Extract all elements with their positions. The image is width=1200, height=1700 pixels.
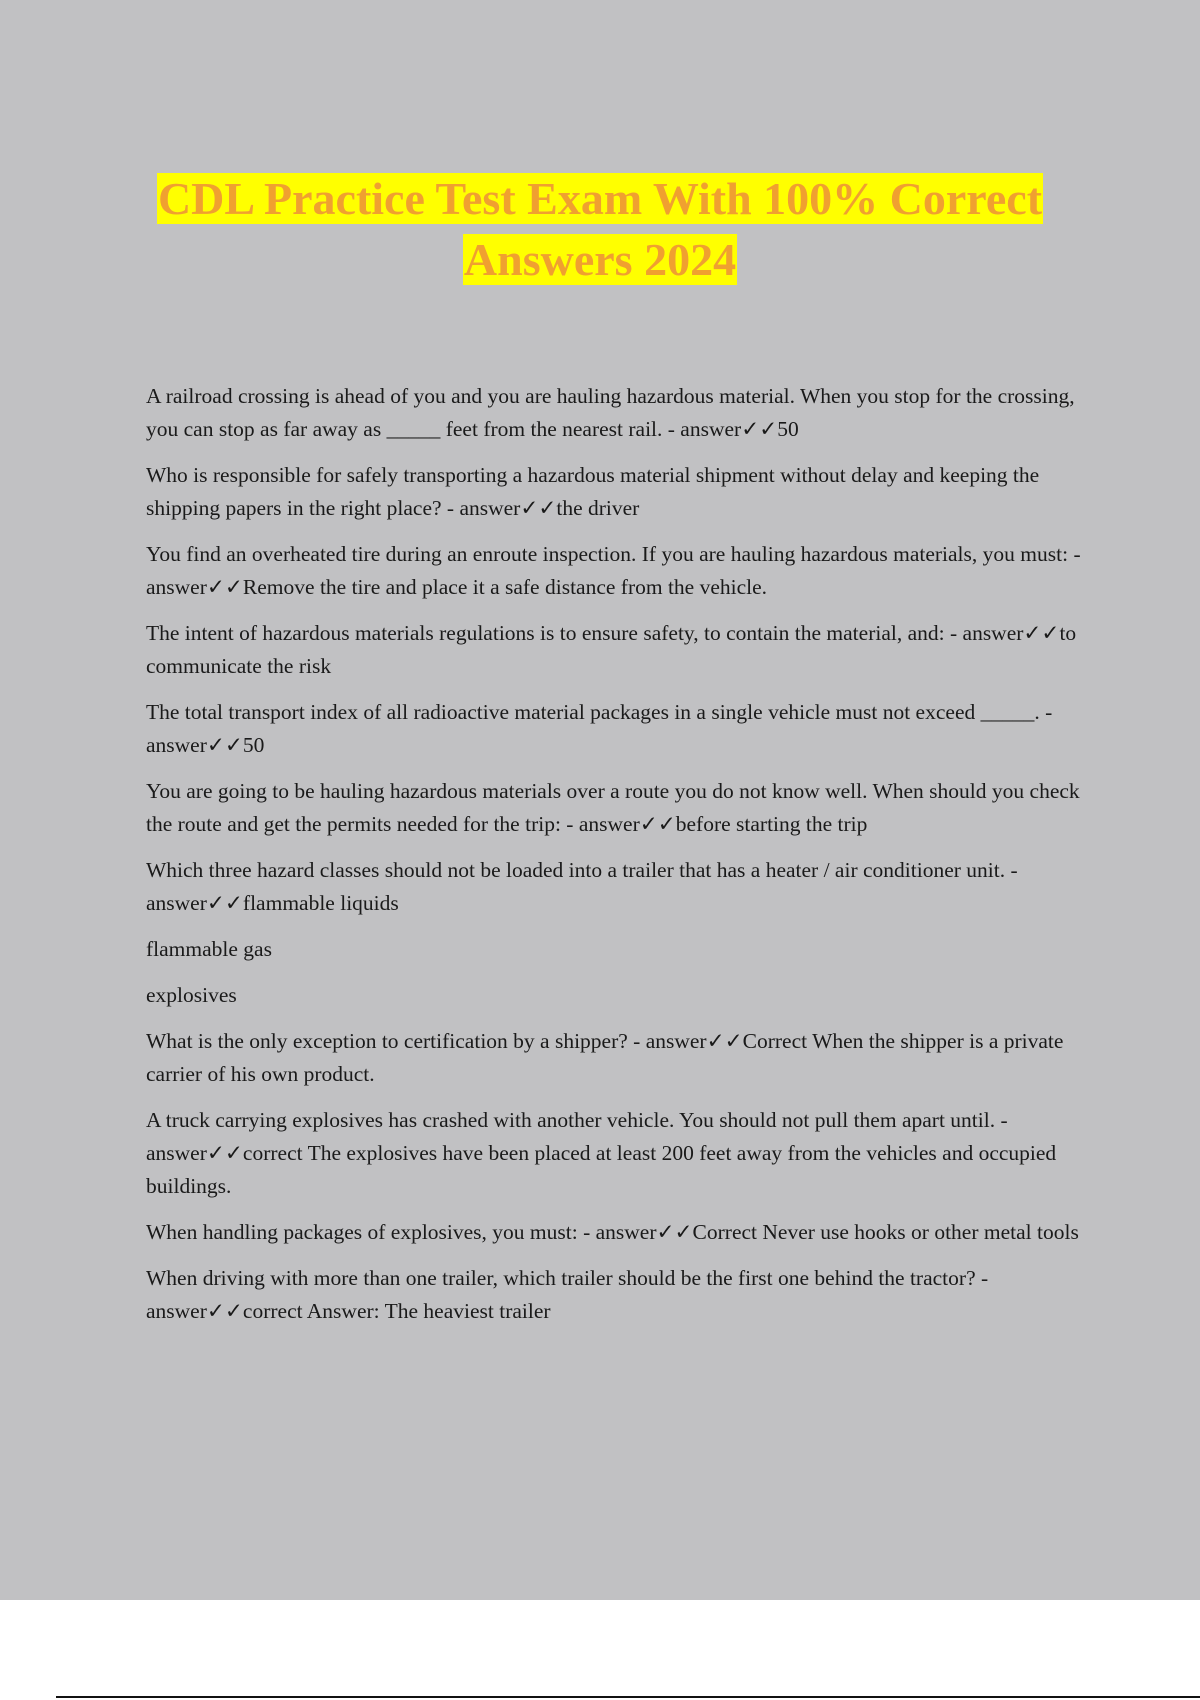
- qa-item-3: You find an overheated tire during an enroute inspection. If you are hauling hazardous materials, you must: - answer✓✓Remove the tire and place it a safe distance from the vehicle.: [146, 542, 1081, 599]
- qa-item-2: Who is responsible for safely transporting a hazardous material shipment without delay and keeping the shipping papers in the right place? - answer✓✓the driver: [146, 463, 1040, 520]
- qa-item-8: What is the only exception to certification by a shipper? - answer✓✓Correct When the shipper is a private carrier of his own product.: [146, 1029, 1064, 1086]
- qa-item-6: You are going to be hauling hazardous materials over a route you do not know well. When should you check the route and get the permits needed for the trip: - answer✓✓before starting the trip: [146, 779, 1080, 836]
- qa-item-10: When handling packages of explosives, you must: - answer✓✓Correct Never use hooks or other metal tools: [146, 1220, 1079, 1244]
- bottom-divider: [56, 1696, 1200, 1698]
- title-block: [100, 168, 1100, 290]
- qa-item-4: The intent of hazardous materials regulations is to ensure safety, to contain the material, and: - answer✓✓to communicate the risk: [146, 621, 1077, 678]
- qa-item-5: The total transport index of all radioactive material packages in a single vehicle must not exceed _____. - answer✓✓50: [146, 700, 1053, 757]
- document-title: CDL Practice Test Exam With 100% Correct Answers 2024: [157, 173, 1043, 285]
- qa-item-7: Which three hazard classes should not be loaded into a trailer that has a heater / air conditioner unit. - answer✓✓flammable liquids: [146, 858, 1018, 915]
- qa-item-7-continued-2: explosives: [146, 983, 237, 1007]
- qa-list: [146, 380, 1090, 1341]
- qa-item-11: When driving with more than one trailer, which trailer should be the first one behind the tractor? - answer✓✓correct Answer: The heaviest trailer: [146, 1266, 989, 1323]
- qa-item-9: A truck carrying explosives has crashed with another vehicle. You should not pull them apart until. - answer✓✓correct The explosives have been placed at least 200 feet away from the vehicles and occupied buildings.: [146, 1108, 1057, 1198]
- qa-item-1: A railroad crossing is ahead of you and you are hauling hazardous material. When you stop for the crossing, you can stop as far away as _____ feet from the nearest rail. - answer✓✓50: [146, 384, 1075, 441]
- qa-item-7-continued-1: flammable gas: [146, 937, 272, 961]
